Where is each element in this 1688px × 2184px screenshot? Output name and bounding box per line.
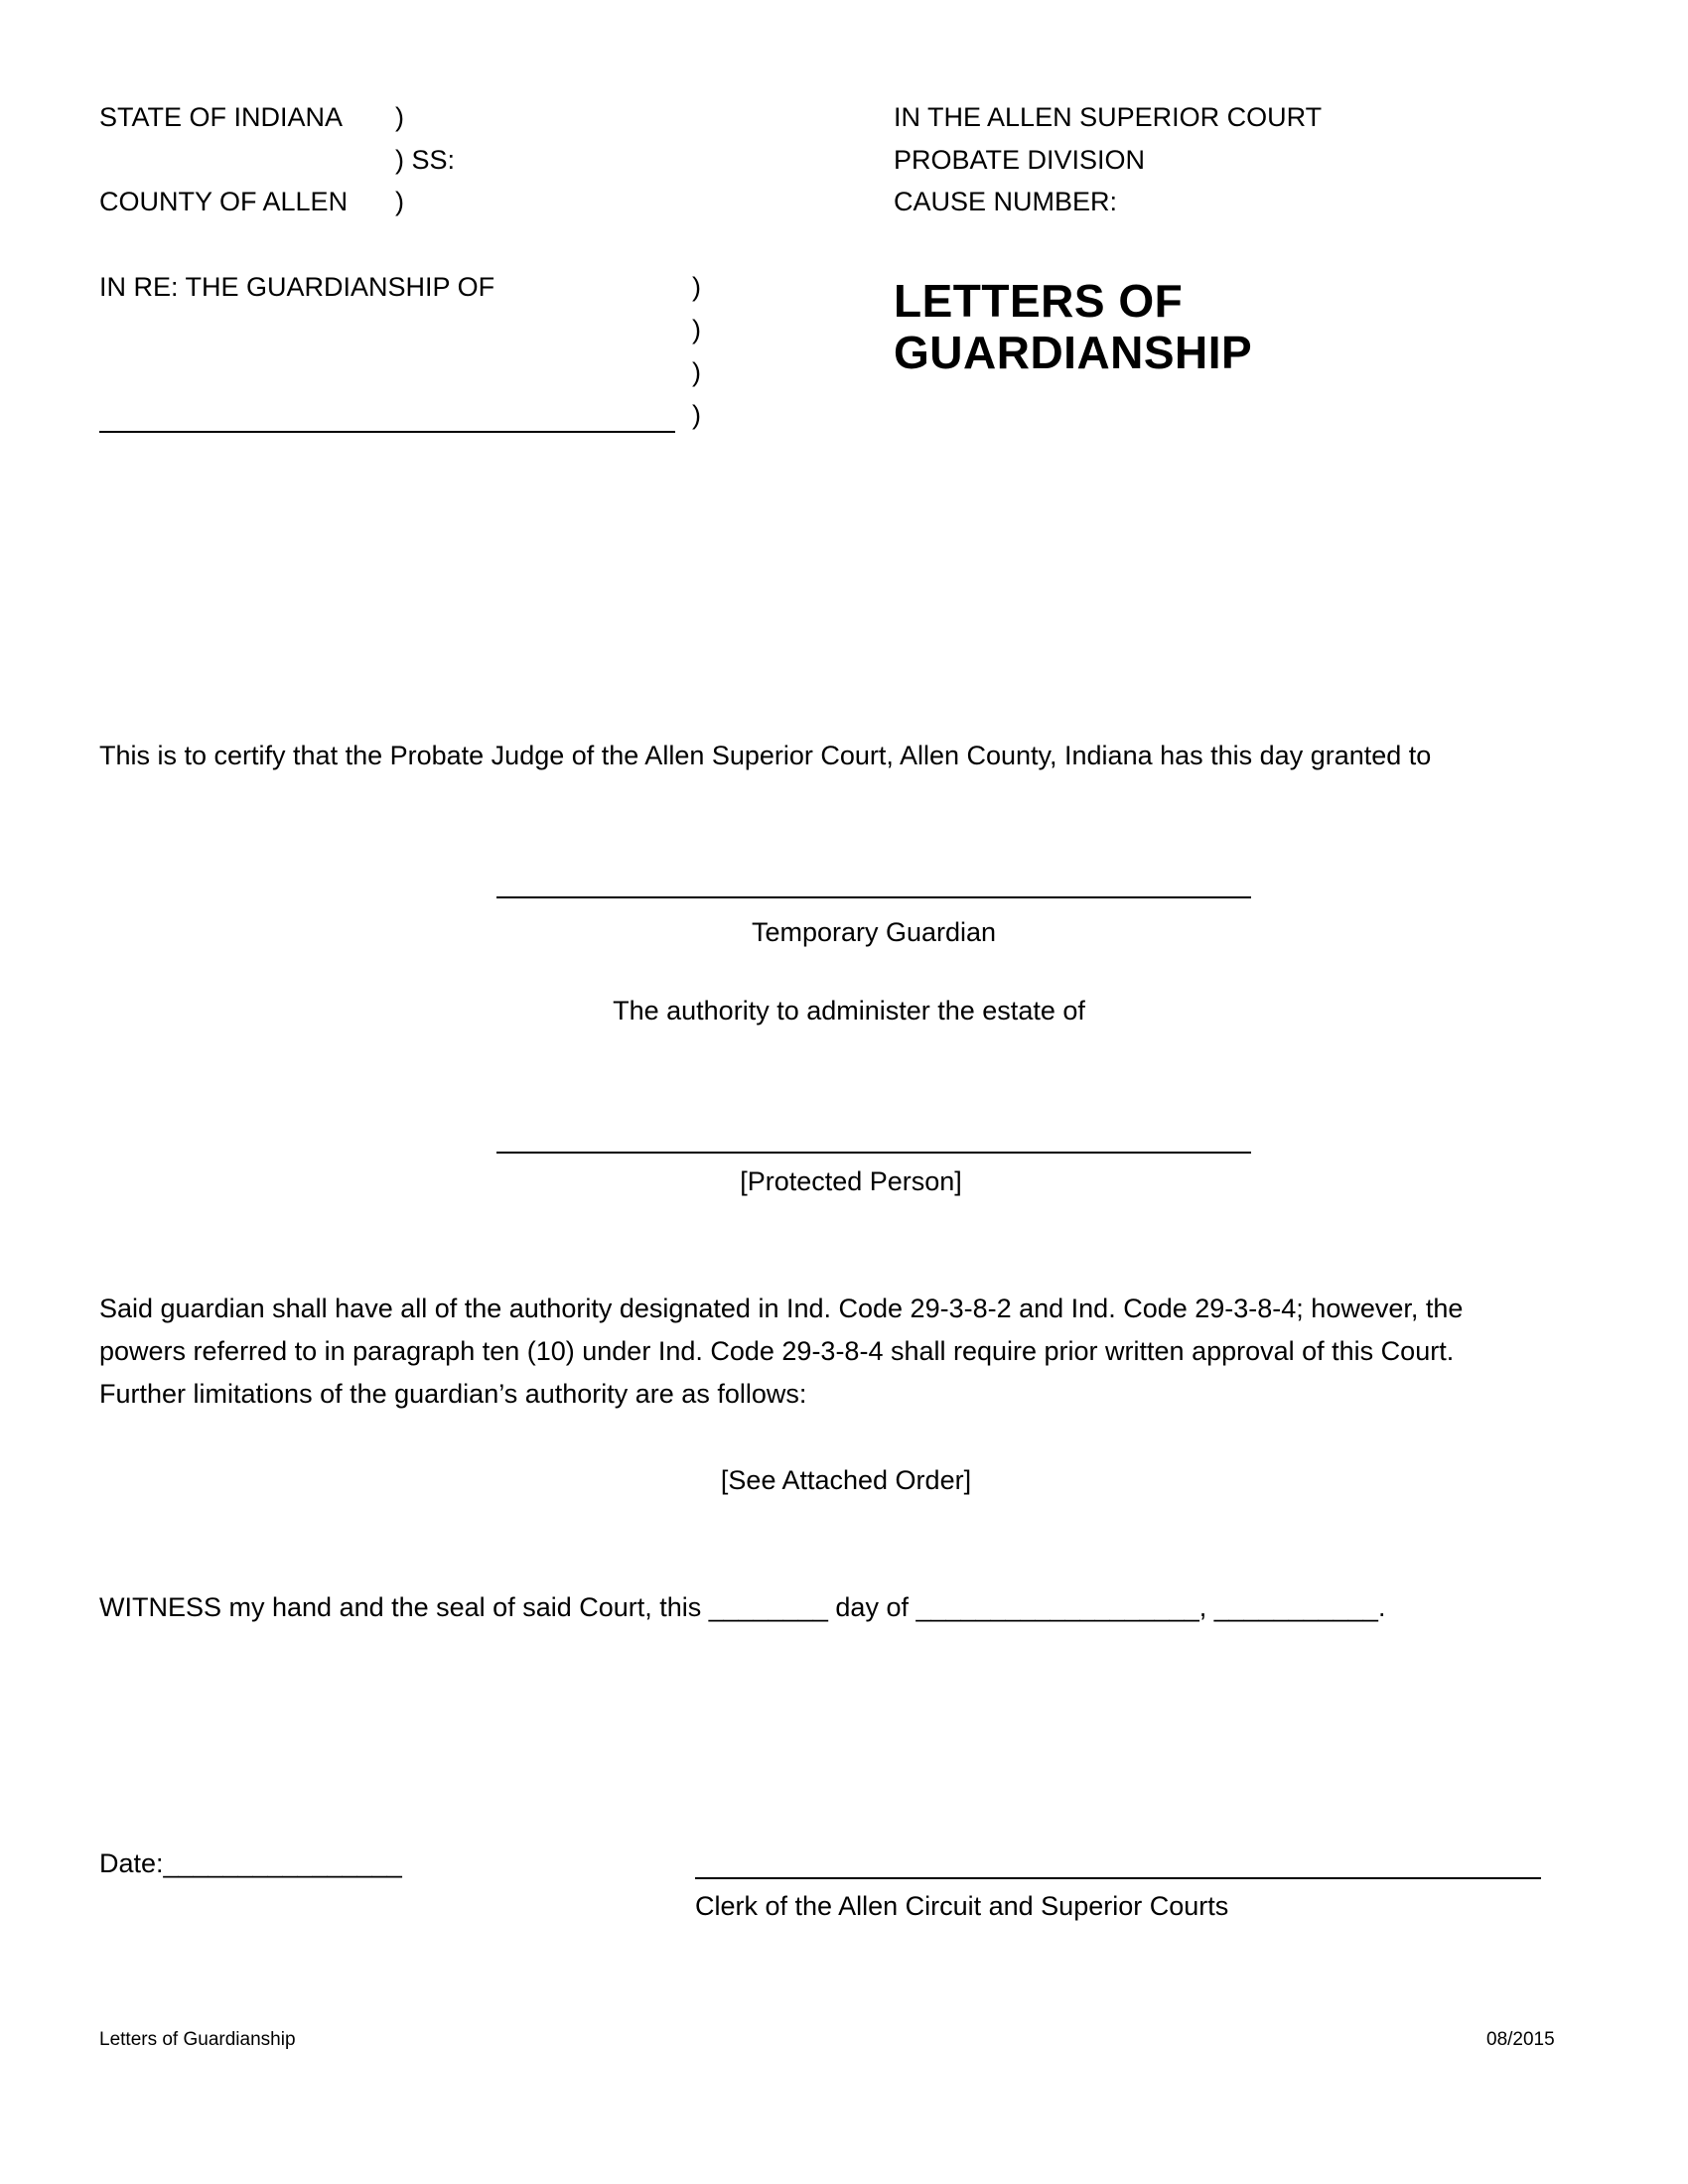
caption-paren: ) (692, 357, 701, 387)
witness-statement: WITNESS my hand and the seal of said Court, this ________ day of ___________________, ___________. (99, 1592, 1386, 1622)
clerk-caption: Clerk of the Allen Circuit and Superior Courts (695, 1891, 1229, 1921)
caption-paren: ) (395, 102, 404, 132)
caption-paren: ) (692, 315, 701, 344)
guardianship-name-blank[interactable] (99, 431, 675, 433)
protected-person-blank[interactable] (496, 1152, 1251, 1154)
document-title-line-2: GUARDIANSHIP (894, 327, 1253, 378)
in-re-label: IN RE: THE GUARDIANSHIP OF (99, 272, 495, 302)
court-division: PROBATE DIVISION (894, 145, 1146, 175)
caption-paren: ) (692, 400, 701, 430)
date-field: Date:________________ (99, 1848, 402, 1878)
caption-paren: ) (692, 272, 701, 302)
authority-text: The authority to administer the estate of (613, 996, 1085, 1025)
authority-paragraph (99, 1288, 1589, 1416)
see-attached-order: [See Attached Order] (720, 1465, 972, 1495)
paragraph-line: Further limitations of the guardian’s authority are as follows: (99, 1379, 807, 1409)
document-title-line-1: LETTERS OF (894, 275, 1184, 327)
certify-text: This is to certify that the Probate Judge of the Allen Superior Court, Allen County, Indiana has this day granted to (99, 741, 1432, 770)
court-name: IN THE ALLEN SUPERIOR COURT (894, 102, 1323, 132)
footer-revision-date: 08/2015 (1486, 2029, 1555, 2050)
paragraph-line: powers referred to in paragraph ten (10) under Ind. Code 29-3-8-4 shall require prior written approval of this Court. (99, 1336, 1455, 1366)
document-title (894, 275, 1252, 378)
guardian-caption: Temporary Guardian (751, 917, 997, 947)
cause-number-label: CAUSE NUMBER: (894, 187, 1118, 216)
clerk-signature-line[interactable] (695, 1877, 1541, 1879)
ss-label: ) SS: (395, 145, 456, 175)
state-label: STATE OF INDIANA (99, 102, 344, 132)
protected-person-caption: [Protected Person] (740, 1166, 962, 1196)
caption-paren: ) (395, 187, 404, 216)
guardian-name-blank[interactable] (496, 896, 1251, 898)
footer-form-name: Letters of Guardianship (99, 2029, 296, 2050)
county-label: COUNTY OF ALLEN (99, 187, 349, 216)
paragraph-line: Said guardian shall have all of the authority designated in Ind. Code 29-3-8-2 and Ind. Code 29-3-8-4; however, the (99, 1294, 1464, 1323)
